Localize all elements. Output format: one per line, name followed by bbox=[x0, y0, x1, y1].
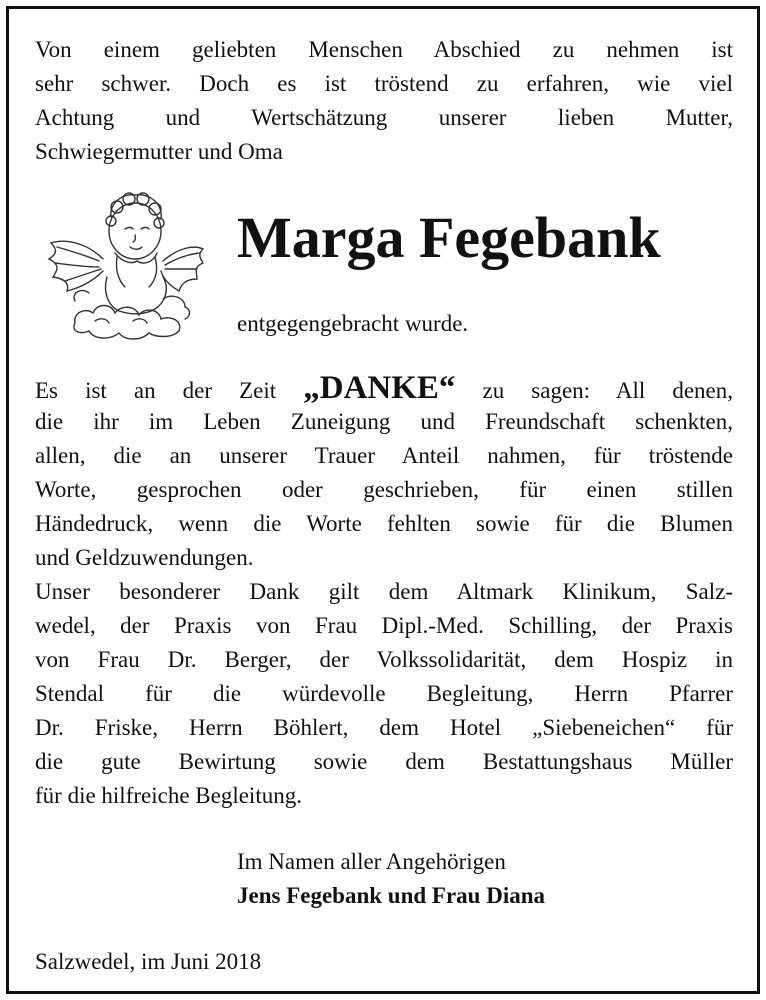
place-date: Salzwedel, im Juni 2018 bbox=[35, 949, 262, 974]
special-line: für die hilfreiche Begleitung. bbox=[35, 783, 302, 808]
intro-line: Von einem geliebten Menschen Abschied zu nehmen ist bbox=[35, 37, 733, 62]
signature-intro: Im Namen aller Angehörigen bbox=[237, 849, 506, 874]
thanks-line-1-start: Es ist an der Zeit bbox=[35, 378, 277, 403]
special-line: die gute Bewirtung sowie dem Bestattungshaus Müller bbox=[35, 749, 733, 774]
cherub-illustration bbox=[45, 181, 205, 349]
danke-word: „DANKE“ bbox=[303, 370, 456, 406]
notice-frame bbox=[6, 6, 760, 994]
special-line: Stendal für die würdevolle Begleitung, Herrn Pfarrer bbox=[35, 681, 733, 706]
thanks-line: Händedruck, wenn die Worte fehlten sowie für die Blumen bbox=[35, 511, 733, 536]
intro-paragraph bbox=[35, 33, 733, 169]
special-line: wedel, der Praxis von Frau Dipl.-Med. Schilling, der Praxis bbox=[35, 613, 733, 638]
deceased-name: Marga Fegebank bbox=[237, 205, 661, 270]
thanks-line-1 bbox=[35, 371, 733, 405]
after-name-text: entgegengebracht wurde. bbox=[237, 311, 469, 336]
thanks-line: die ihr im Leben Zuneigung und Freundschaft schenkten, bbox=[35, 409, 733, 434]
intro-line: sehr schwer. Doch es ist tröstend zu erfahren, wie viel bbox=[35, 71, 733, 96]
thanks-line: allen, die an unserer Trauer Anteil nahmen, für tröstende bbox=[35, 443, 733, 468]
special-line: Dr. Friske, Herrn Böhlert, dem Hotel „Siebeneichen“ für bbox=[35, 715, 733, 740]
special-line: von Frau Dr. Berger, der Volkssolidarität, dem Hospiz in bbox=[35, 647, 733, 672]
thanks-line-1-end: zu sagen: All denen, bbox=[482, 378, 733, 403]
thanks-paragraph bbox=[35, 371, 733, 575]
special-thanks-paragraph bbox=[35, 575, 733, 813]
signature-names: Jens Fegebank und Frau Diana bbox=[237, 883, 546, 908]
intro-line: Schwiegermutter und Oma bbox=[35, 139, 283, 164]
thanks-line: und Geldzuwendungen. bbox=[35, 545, 254, 570]
special-line: Unser besonderer Dank gilt dem Altmark Klinikum, Salz- bbox=[35, 579, 733, 604]
intro-line: Achtung und Wertschätzung unserer lieben Mutter, bbox=[35, 105, 733, 130]
thanks-line: Worte, gesprochen oder geschrieben, für einen stillen bbox=[35, 477, 733, 502]
